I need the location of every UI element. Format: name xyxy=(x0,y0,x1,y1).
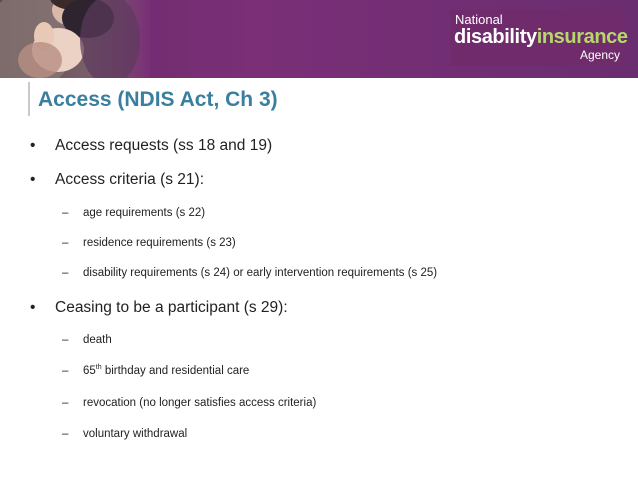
slide-title: Access (NDIS Act, Ch 3) xyxy=(38,88,278,111)
sub-bullet-text: death xyxy=(83,334,112,346)
header-photo xyxy=(0,0,150,78)
logo-agency: Agency xyxy=(579,48,620,62)
dash: – xyxy=(62,428,69,440)
sub-bullet-text: voluntary withdrawal xyxy=(83,428,188,440)
sub-bullet-text: residence requirements (s 23) xyxy=(83,237,236,249)
sub-bullet-text: age requirements (s 22) xyxy=(83,207,206,219)
logo-word-insurance: insurance xyxy=(536,26,628,48)
title-rule xyxy=(28,82,30,116)
bullet-text: Access requests (ss 18 and 19) xyxy=(55,137,273,154)
sub-bullet-text: disability requirements (s 24) or early intervention requirements (s 25) xyxy=(83,267,438,279)
dash: – xyxy=(62,365,69,377)
logo-word-disability: disability xyxy=(454,26,537,48)
bullet-text: Ceasing to be a participant (s 29): xyxy=(55,299,288,316)
dash: – xyxy=(62,397,69,409)
birthday-rest: birthday and residential care xyxy=(101,365,250,377)
dash: – xyxy=(62,207,69,219)
dash: – xyxy=(62,237,69,249)
header-banner xyxy=(0,0,638,78)
sub-bullet-text: revocation (no longer satisfies access criteria) xyxy=(83,397,317,409)
dash: – xyxy=(62,334,69,346)
sub-bullet-text xyxy=(83,364,249,378)
dash: – xyxy=(62,267,69,279)
ordinal-suffix: th xyxy=(95,364,102,371)
bullet-dot: • xyxy=(30,299,36,316)
bullet-dot: • xyxy=(30,171,36,188)
logo-main-text xyxy=(454,26,628,48)
logo-national: National xyxy=(455,12,503,27)
birthday-number: 65 xyxy=(83,365,96,377)
ndia-logo[interactable] xyxy=(450,10,626,66)
bullet-dot: • xyxy=(30,137,36,154)
bullet-text: Access criteria (s 21): xyxy=(55,171,205,188)
